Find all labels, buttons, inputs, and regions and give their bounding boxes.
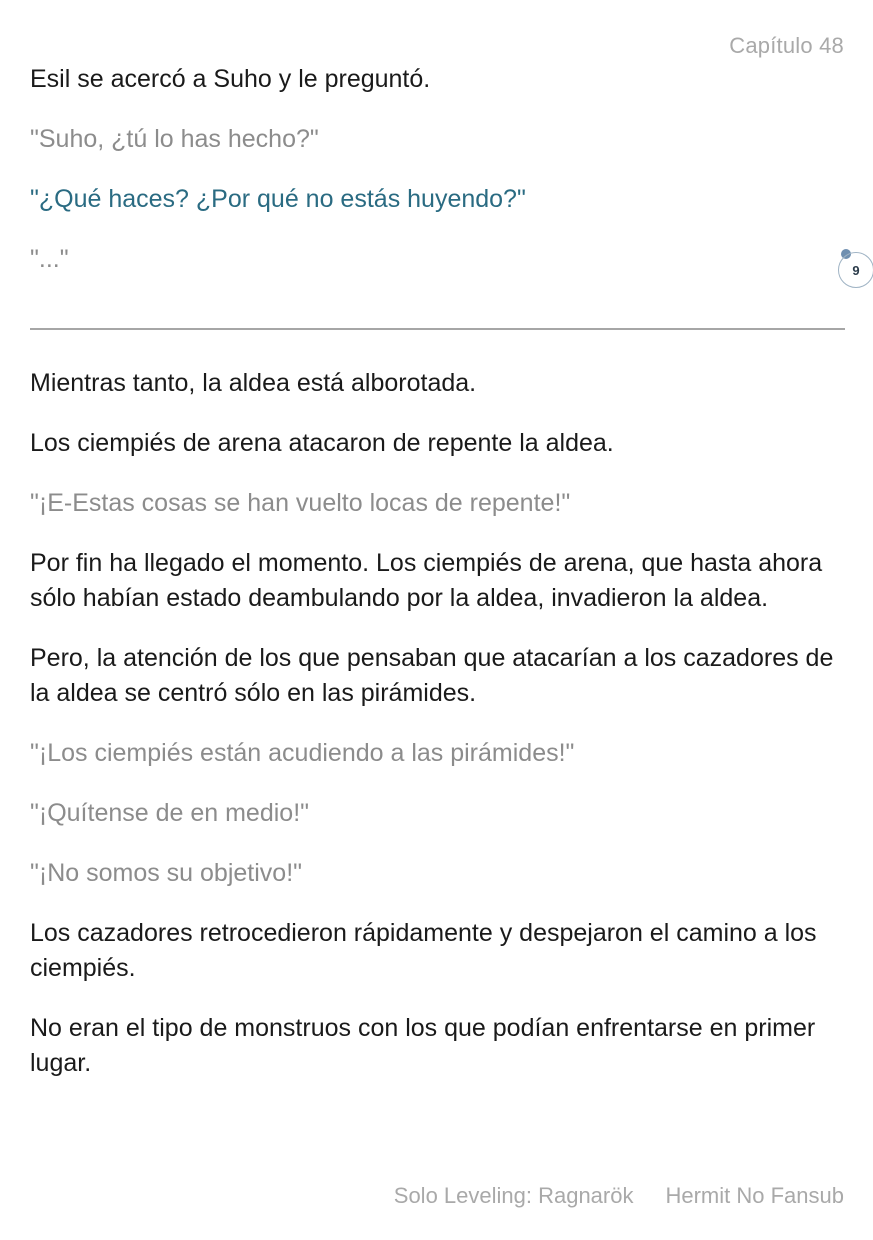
paragraph: Mientras tanto, la aldea está alborotada. <box>30 369 477 397</box>
paragraph: Los cazadores retrocedieron rápidamente y despejaron el camino a los ciempiés. <box>30 919 817 982</box>
page-number-badge[interactable]: 9 <box>838 252 873 288</box>
paragraph: "¡Los ciempiés están acudiendo a las pirámides!" <box>30 739 575 767</box>
paragraph: Pero, la atención de los que pensaban que atacarían a los cazadores de la aldea se centró sólo en las pirámides. <box>30 644 834 707</box>
paragraph: "Suho, ¿tú lo has hecho?" <box>30 125 319 153</box>
section-divider <box>30 328 845 330</box>
paragraph: "¿Qué haces? ¿Por qué no estás huyendo?" <box>30 185 526 213</box>
paragraph: "¡E-Estas cosas se han vuelto locas de repente!" <box>30 489 571 517</box>
paragraph: Esil se acercó a Suho y le preguntó. <box>30 65 431 93</box>
footer-book-title: Solo Leveling: Ragnarök <box>393 1183 634 1208</box>
bottom-text-block <box>30 366 845 1106</box>
paragraph: "¡No somos su objetivo!" <box>30 859 303 887</box>
paragraph: No eran el tipo de monstruos con los que podían enfrentarse en primer lugar. <box>30 1014 816 1077</box>
paragraph: Los ciempiés de arena atacaron de repente la aldea. <box>30 429 614 457</box>
footer-translator: Hermit No Fansub <box>665 1183 844 1208</box>
top-text-block <box>30 62 845 302</box>
footer <box>394 1183 844 1209</box>
paragraph: "..." <box>30 245 69 273</box>
chapter-label: Capítulo 48 <box>729 33 844 58</box>
paragraph: "¡Quítense de en medio!" <box>30 799 310 827</box>
paragraph: Por fin ha llegado el momento. Los ciempiés de arena, que hasta ahora sólo habían estado deambulando por la aldea, invadieron la aldea. <box>30 549 823 612</box>
